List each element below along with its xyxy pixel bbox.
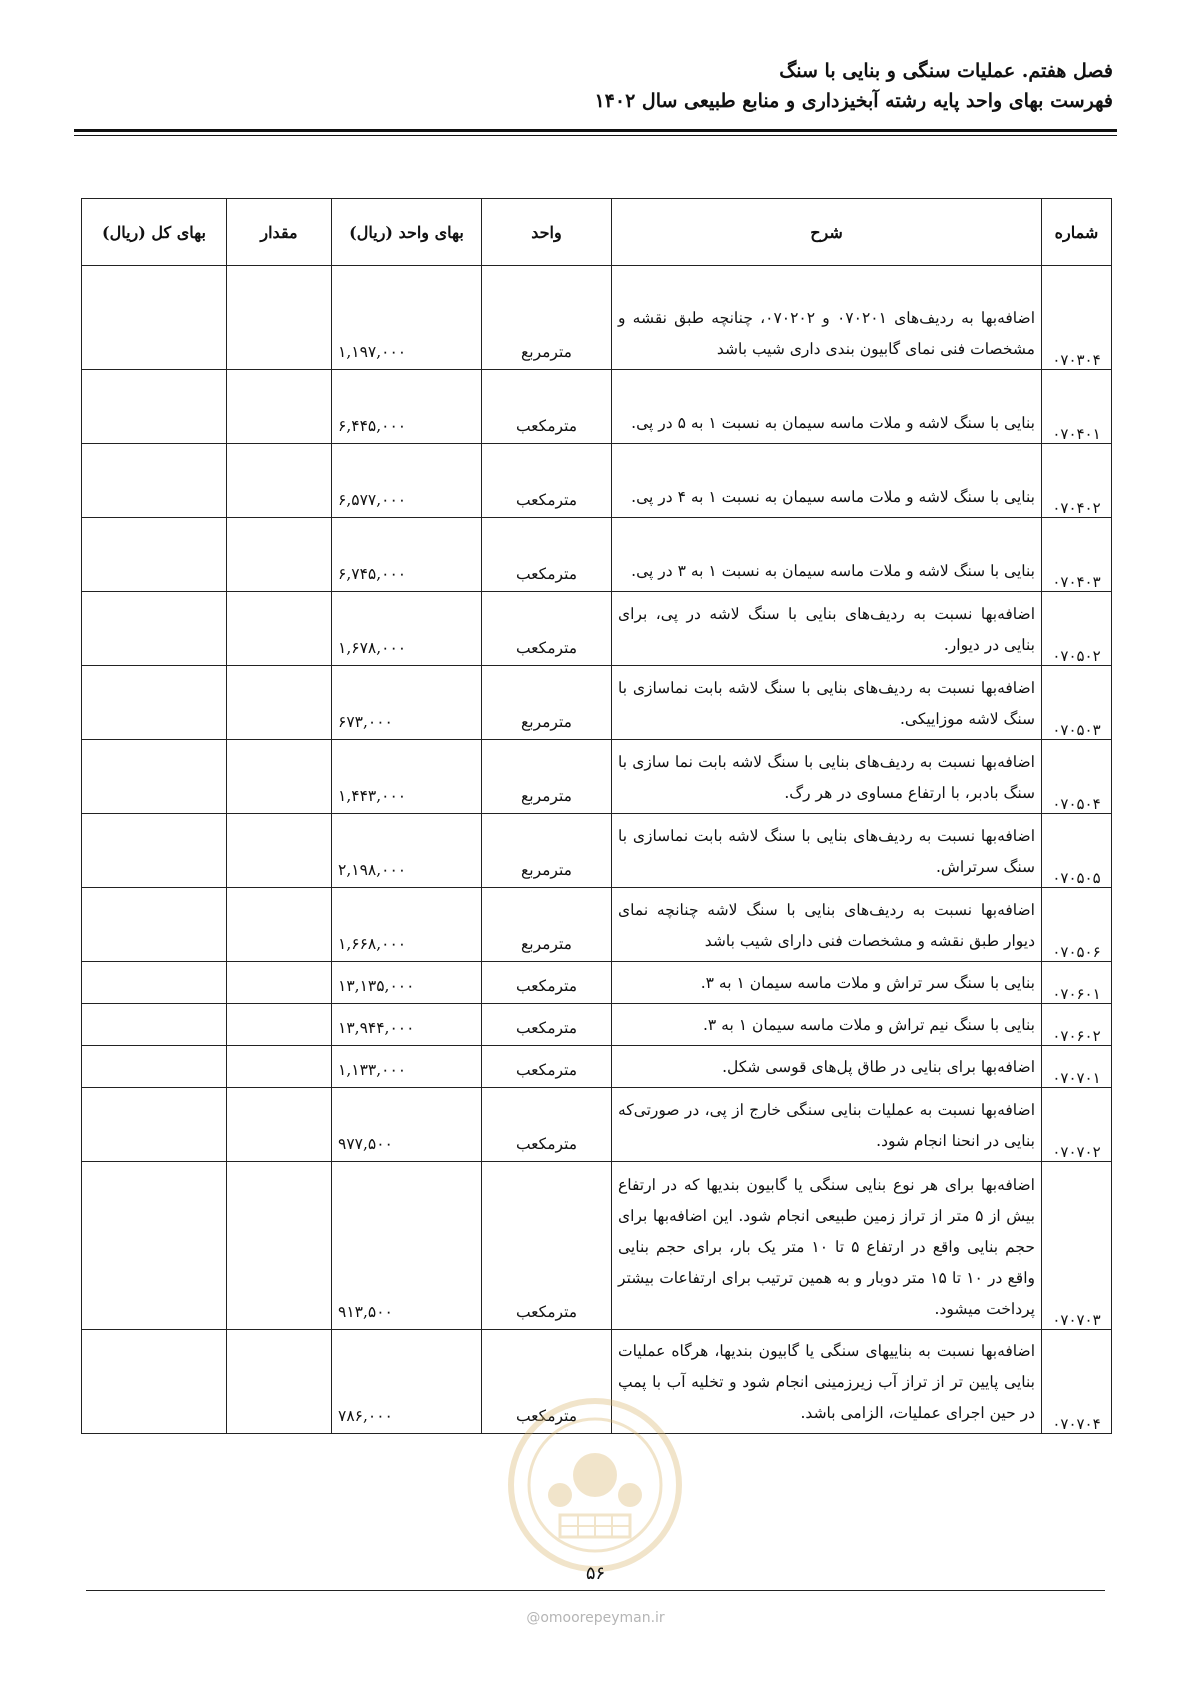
row-total-price (82, 1046, 227, 1088)
row-code: ۰۷۰۴۰۲ (1042, 444, 1112, 518)
row-unit: مترمکعب (482, 518, 612, 592)
row-code: ۰۷۰۷۰۱ (1042, 1046, 1112, 1088)
table-row (82, 666, 1112, 740)
row-total-price (82, 1088, 227, 1162)
row-description: اضافه‌بها برای هر نوع بنایی سنگی یا گابیون بندیها که در ارتفاع بیش از ۵ متر از تراز زمین طبیعی انجام شود. این اضافه‌بها برای حجم بنایی واقع در ارتفاع ۵ تا ۱۰ متر یک بار، برای حجم بنایی واقع در ۱۰ تا ۱۵ متر دوبار و به همین ترتیب برای ارتفاعات بیشتر پرداخت میشود. (612, 1162, 1042, 1330)
row-unit: مترمربع (482, 740, 612, 814)
row-quantity (227, 1004, 332, 1046)
row-description: اضافه‌بها به ردیف‌های ۰۷۰۲۰۱ و ۰۷۰۲۰۲، چنانچه طبق نقشه و مشخصات فنی نمای گابیون بندی داری شیب باشد (612, 266, 1042, 370)
row-unit-price: ۱۳,۹۴۴,۰۰۰ (332, 1004, 482, 1046)
row-total-price (82, 518, 227, 592)
row-description: اضافه‌بها نسبت به ردیف‌های بنایی با سنگ لاشه در پی، برای بنایی در دیوار. (612, 592, 1042, 666)
chapter-title: فصل هفتم. عملیات سنگی و بنایی با سنگ (779, 60, 1113, 82)
row-description: اضافه‌بها نسبت به ردیف‌های بنایی با سنگ لاشه بابت نماسازی با سنگ لاشه موزاییکی. (612, 666, 1042, 740)
row-unit-price: ۱,۴۴۳,۰۰۰ (332, 740, 482, 814)
row-unit-price: ۹۷۷,۵۰۰ (332, 1088, 482, 1162)
row-unit: مترمربع (482, 266, 612, 370)
table-row (82, 1088, 1112, 1162)
table-row (82, 888, 1112, 962)
row-code: ۰۷۰۶۰۱ (1042, 962, 1112, 1004)
row-unit: مترمکعب (482, 592, 612, 666)
website-watermark: @omoorepeyman.ir (526, 1610, 665, 1626)
price-list-title: فهرست بهای واحد پایه رشته آبخیزداری و منابع طبیعی سال ۱۴۰۲ (594, 90, 1113, 112)
table-row (82, 592, 1112, 666)
row-total-price (82, 1162, 227, 1330)
col-header-total-price: بهای کل (ریال) (82, 199, 227, 266)
row-description: اضافه‌بها نسبت به عملیات بنایی سنگی خارج از پی، در صورتی‌که بنایی در انحنا انجام شود. (612, 1088, 1042, 1162)
row-total-price (82, 266, 227, 370)
row-description: اضافه‌بها نسبت به ردیف‌های بنایی با سنگ لاشه بابت نماسازی با سنگ سرتراش. (612, 814, 1042, 888)
row-code: ۰۷۰۴۰۱ (1042, 370, 1112, 444)
row-unit-price: ۱۳,۱۳۵,۰۰۰ (332, 962, 482, 1004)
footer-rule (86, 1590, 1105, 1591)
header-rule-thin (74, 135, 1117, 136)
col-header-unit: واحد (482, 199, 612, 266)
row-total-price (82, 592, 227, 666)
row-unit: مترمکعب (482, 1004, 612, 1046)
row-total-price (82, 1330, 227, 1434)
table-row (82, 1004, 1112, 1046)
row-quantity (227, 962, 332, 1004)
row-quantity (227, 266, 332, 370)
row-quantity (227, 1162, 332, 1330)
row-quantity (227, 1046, 332, 1088)
row-unit-price: ۱,۶۷۸,۰۰۰ (332, 592, 482, 666)
row-total-price (82, 814, 227, 888)
row-unit: مترمکعب (482, 1046, 612, 1088)
row-code: ۰۷۰۴۰۳ (1042, 518, 1112, 592)
row-code: ۰۷۰۳۰۴ (1042, 266, 1112, 370)
row-unit-price: ۶۷۳,۰۰۰ (332, 666, 482, 740)
row-total-price (82, 962, 227, 1004)
table-row (82, 962, 1112, 1004)
row-unit: مترمکعب (482, 1330, 612, 1434)
row-description: اضافه‌بها برای بنایی در طاق پل‌های قوسی شکل. (612, 1046, 1042, 1088)
table-row (82, 1330, 1112, 1434)
row-code: ۰۷۰۵۰۲ (1042, 592, 1112, 666)
table-row (82, 740, 1112, 814)
row-total-price (82, 740, 227, 814)
table-row (82, 1162, 1112, 1330)
row-code: ۰۷۰۷۰۴ (1042, 1330, 1112, 1434)
row-quantity (227, 888, 332, 962)
row-quantity (227, 444, 332, 518)
row-total-price (82, 1004, 227, 1046)
table-row (82, 814, 1112, 888)
row-description: بنایی با سنگ لاشه و ملات ماسه سیمان به نسبت ۱ به ۴ در پی. (612, 444, 1042, 518)
row-total-price (82, 666, 227, 740)
row-total-price (82, 370, 227, 444)
row-description: بنایی با سنگ لاشه و ملات ماسه سیمان به نسبت ۱ به ۳ در پی. (612, 518, 1042, 592)
row-description: اضافه‌بها نسبت به ردیف‌های بنایی با سنگ لاشه چنانچه نمای دیوار طبق نقشه و مشخصات فنی دارای شیب باشد (612, 888, 1042, 962)
col-header-code: شماره (1042, 199, 1112, 266)
row-quantity (227, 1088, 332, 1162)
row-unit: مترمکعب (482, 1088, 612, 1162)
row-code: ۰۷۰۷۰۲ (1042, 1088, 1112, 1162)
row-unit-price: ۶,۴۴۵,۰۰۰ (332, 370, 482, 444)
row-unit: مترمکعب (482, 1162, 612, 1330)
table-row (82, 370, 1112, 444)
row-total-price (82, 888, 227, 962)
page-number: ۵۶ (585, 1563, 606, 1584)
row-unit-price: ۱,۶۶۸,۰۰۰ (332, 888, 482, 962)
row-quantity (227, 740, 332, 814)
row-unit: مترمکعب (482, 962, 612, 1004)
row-code: ۰۷۰۵۰۵ (1042, 814, 1112, 888)
row-quantity (227, 518, 332, 592)
row-unit-price: ۱,۱۳۳,۰۰۰ (332, 1046, 482, 1088)
row-code: ۰۷۰۵۰۳ (1042, 666, 1112, 740)
row-unit-price: ۷۸۶,۰۰۰ (332, 1330, 482, 1434)
row-quantity (227, 814, 332, 888)
row-code: ۰۷۰۷۰۳ (1042, 1162, 1112, 1330)
row-unit-price: ۱,۱۹۷,۰۰۰ (332, 266, 482, 370)
table-header-row (82, 199, 1112, 266)
row-quantity (227, 666, 332, 740)
table-row (82, 518, 1112, 592)
col-header-description: شرح (612, 199, 1042, 266)
row-unit: مترمکعب (482, 444, 612, 518)
table-row (82, 266, 1112, 370)
header-rule-thick (74, 129, 1117, 132)
price-table (81, 198, 1112, 1434)
page-header (78, 56, 1113, 116)
row-quantity (227, 1330, 332, 1434)
row-code: ۰۷۰۵۰۶ (1042, 888, 1112, 962)
row-description: بنایی با سنگ لاشه و ملات ماسه سیمان به نسبت ۱ به ۵ در پی. (612, 370, 1042, 444)
table-row (82, 1046, 1112, 1088)
row-quantity (227, 370, 332, 444)
row-unit: مترمکعب (482, 370, 612, 444)
row-unit: مترمربع (482, 666, 612, 740)
row-code: ۰۷۰۵۰۴ (1042, 740, 1112, 814)
row-code: ۰۷۰۶۰۲ (1042, 1004, 1112, 1046)
row-description: بنایی با سنگ نیم تراش و ملات ماسه سیمان ۱ به ۳. (612, 1004, 1042, 1046)
row-description: بنایی با سنگ سر تراش و ملات ماسه سیمان ۱ به ۳. (612, 962, 1042, 1004)
row-unit: مترمربع (482, 888, 612, 962)
row-unit-price: ۹۱۳,۵۰۰ (332, 1162, 482, 1330)
col-header-quantity: مقدار (227, 199, 332, 266)
col-header-unit-price: بهای واحد (ریال) (332, 199, 482, 266)
row-total-price (82, 444, 227, 518)
row-quantity (227, 592, 332, 666)
row-unit: مترمربع (482, 814, 612, 888)
row-description: اضافه‌بها نسبت به بناییهای سنگی یا گابیون بندیها، هرگاه عملیات بنایی پایین تر از تراز آب زیرزمینی انجام شود و تخلیه آب با پمپ در حین اجرای عملیات، الزامی باشد. (612, 1330, 1042, 1434)
table-row (82, 444, 1112, 518)
row-unit-price: ۶,۷۴۵,۰۰۰ (332, 518, 482, 592)
row-description: اضافه‌بها نسبت به ردیف‌های بنایی با سنگ لاشه بابت نما سازی با سنگ بادبر، با ارتفاع مساوی در هر رگ. (612, 740, 1042, 814)
row-unit-price: ۶,۵۷۷,۰۰۰ (332, 444, 482, 518)
row-unit-price: ۲,۱۹۸,۰۰۰ (332, 814, 482, 888)
